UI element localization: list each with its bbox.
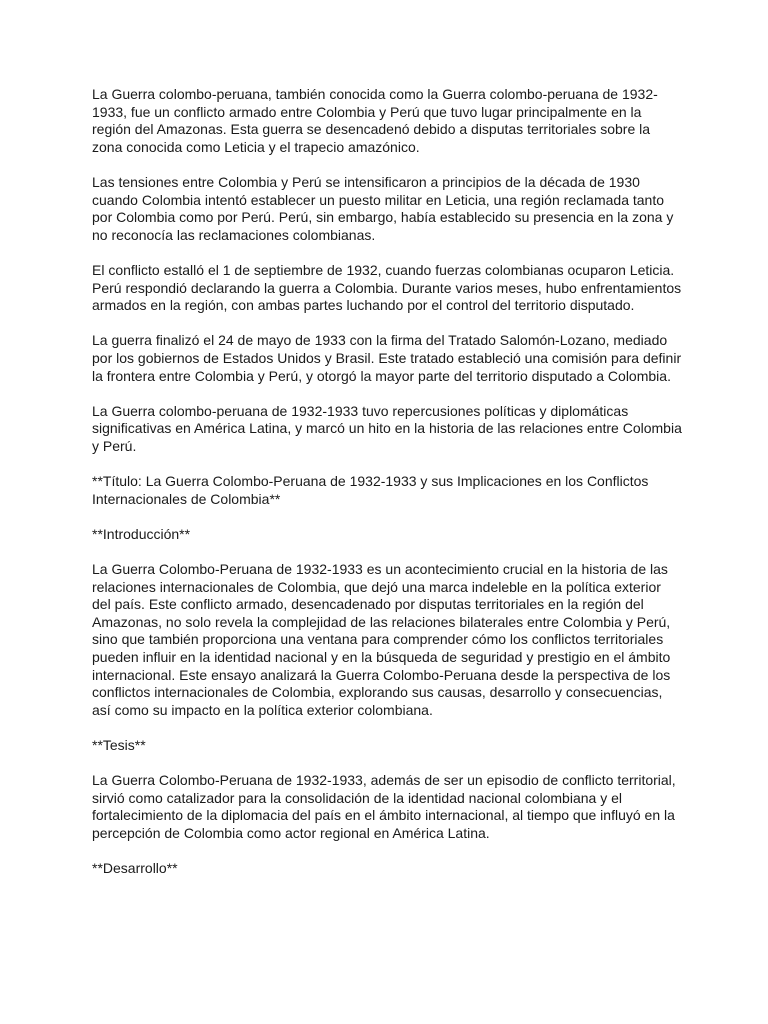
paragraph-conflict-outbreak: El conflicto estalló el 1 de septiembre de 1932, cuando fuerzas colombianas ocuparon Leticia. Perú respondió declarando la guerra a Colombia. Durante varios meses, hubo enfrentamientos armados en la región, con ambas partes luchando por el control del territorio disputado.	[92, 261, 682, 314]
paragraph-war-end: La guerra finalizó el 24 de mayo de 1933 con la firma del Tratado Salomón-Lozano, mediado por los gobiernos de Estados Unidos y Brasil. Este tratado estableció una comisión para definir la frontera entre Colombia y Perú, y otorgó la mayor parte del territorio disputado a Colombia.	[92, 332, 682, 384]
heading-thesis: **Tesis**	[92, 736, 146, 753]
paragraph-intro-summary: La Guerra colombo-peruana, también conocida como la Guerra colombo-peruana de 1932-1933, fue un conflicto armado entre Colombia y Perú que tuvo lugar principalmente en la región del Amazonas. Esta guerra se desencadenó debido a disputas territoriales sobre la zona conocida como Leticia y el trapecio amazónico.	[92, 86, 658, 155]
paragraph-repercussions: La Guerra colombo-peruana de 1932-1933 tuvo repercusiones políticas y diplomáticas significativas en América Latina, y marcó un hito en la historia de las relaciones entre Colombia y Perú.	[92, 402, 682, 454]
heading-development: **Desarrollo**	[92, 860, 178, 877]
essay-title: **Título: La Guerra Colombo-Peruana de 1932-1933 y sus Implicaciones en los Conflictos Internacionales de Colombia**	[92, 473, 649, 507]
paragraph-tensions: Las tensiones entre Colombia y Perú se intensificaron a principios de la década de 1930 cuando Colombia intentó establecer un puesto militar en Leticia, una región reclamada tanto por Colombia como por Perú. Perú, sin embargo, había establecido su presencia en la zona y no reconocía las reclamaciones colombianas.	[92, 173, 674, 243]
document-page	[92, 86, 682, 895]
paragraph-introduction: La Guerra Colombo-Peruana de 1932-1933 es un acontecimiento crucial en la historia de las relaciones internacionales de Colombia, que dejó una marca indeleble en la política exterior del país. Este conflicto armado, desencadenado por disputas territoriales en la región del Amazonas, no solo revela la complejidad de las relaciones bilaterales entre Colombia y Perú, sino que también proporciona una ventana para comprender cómo los conflictos territoriales pueden influir en la identidad nacional y en la búsqueda de seguridad y prestigio en el ámbito internacional. Este ensayo analizará la Guerra Colombo-Peruana desde la perspectiva de los conflictos internacionales de Colombia, explorando sus causas, desarrollo y consecuencias, así como su impacto en la política exterior colombiana.	[92, 561, 671, 718]
paragraph-thesis: La Guerra Colombo-Peruana de 1932-1933, además de ser un episodio de conflicto territorial, sirvió como catalizador para la consolidación de la identidad nacional colombiana y el fortalecimiento de la diplomacia del país en el ámbito internacional, al tiempo que influyó en la percepción de Colombia como actor regional en América Latina.	[92, 772, 676, 841]
heading-introduction: **Introducción**	[92, 525, 191, 542]
